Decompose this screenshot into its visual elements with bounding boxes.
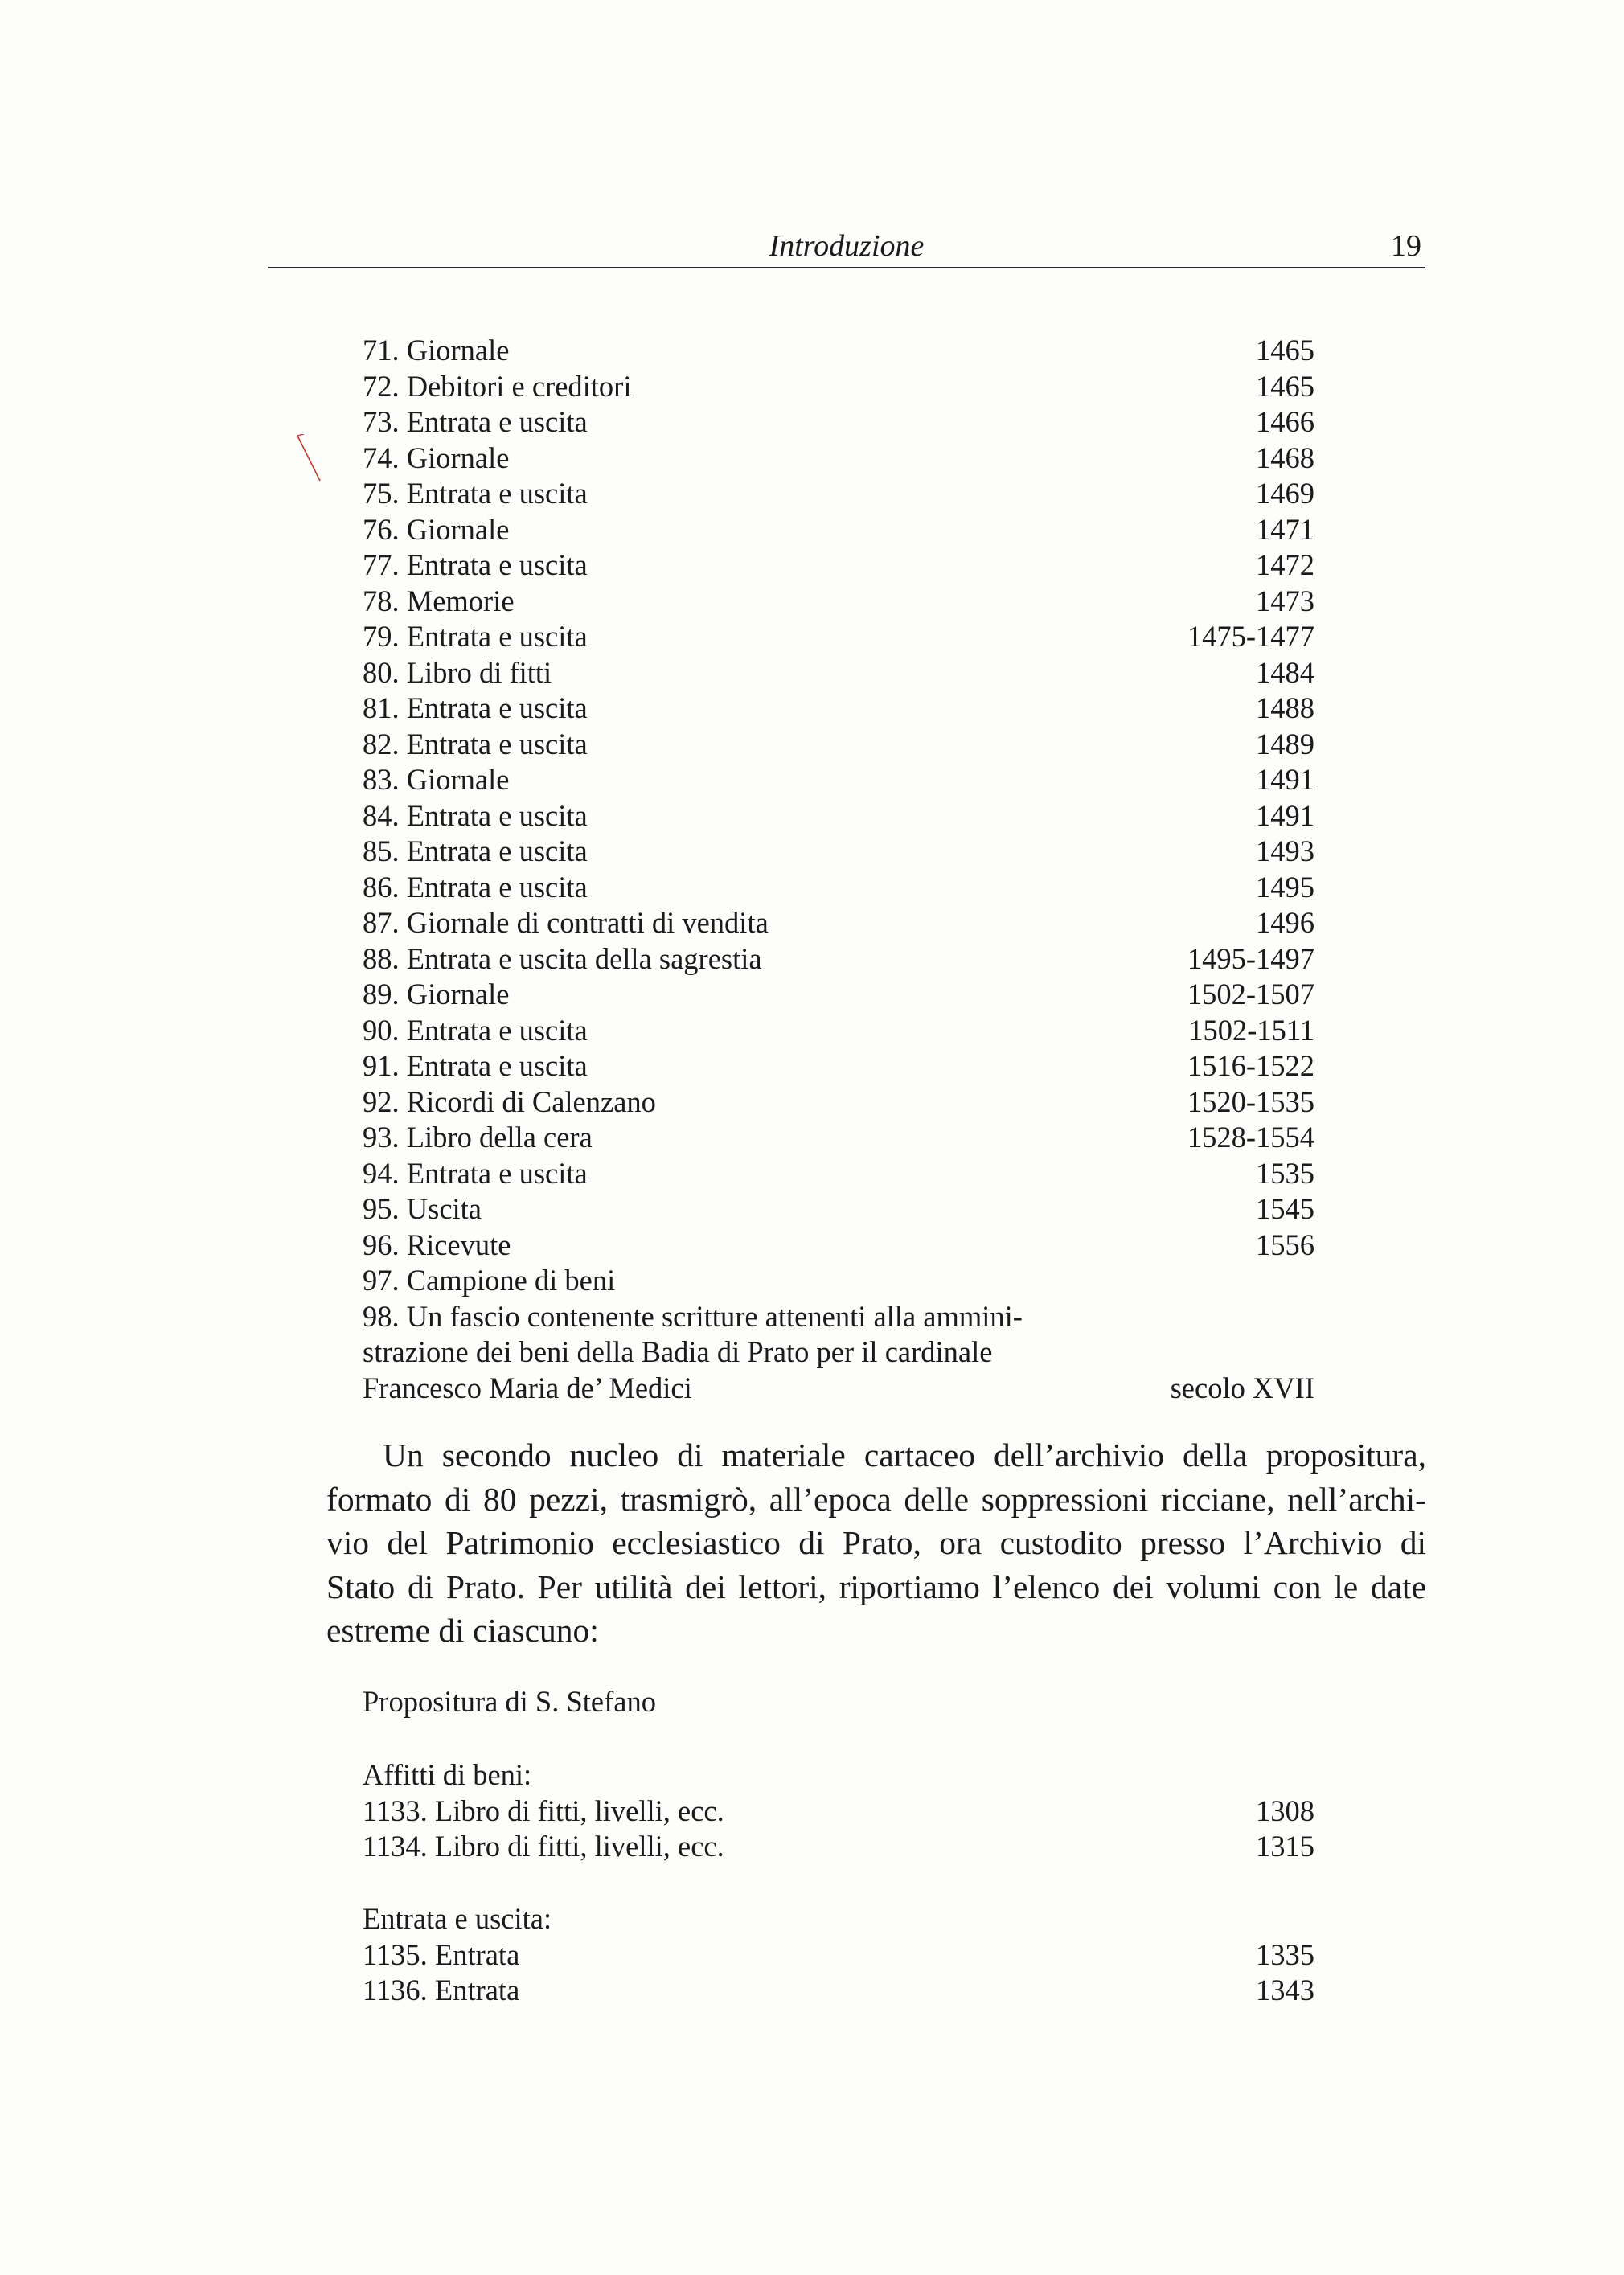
list-item [363, 619, 1314, 655]
item-label: 1133. Libro di fitti, livelli, ecc. [363, 1793, 724, 1827]
list-item [363, 512, 1314, 548]
item-label: 1134. Libro di fitti, livelli, ecc. [363, 1830, 724, 1863]
item-date: 1335 [1256, 1937, 1314, 1971]
list-item [363, 1937, 1314, 1974]
item-date: 1475-1477 [1187, 620, 1314, 653]
list-item [363, 584, 1314, 620]
item-label: strazione dei beni della Badia di Prato per il cardinale [363, 1335, 993, 1368]
list-item [363, 1973, 1314, 2009]
item-label: 96. Ricevute [363, 1228, 511, 1261]
list-item [363, 870, 1314, 906]
item-label: 94. Entrata e uscita [363, 1156, 588, 1190]
item-date: 1495 [1256, 870, 1314, 904]
item-date: 1489 [1256, 727, 1314, 760]
item-label: 78. Memorie [363, 584, 515, 617]
item-label: 74. Giornale [363, 441, 510, 474]
list-item [363, 369, 1314, 405]
item-date: 1502-1511 [1188, 1013, 1314, 1047]
item-date: 1520-1535 [1187, 1084, 1314, 1118]
item-label: 1135. Entrata [363, 1937, 520, 1971]
list-item [363, 941, 1314, 978]
entrata-heading: Entrata e uscita: [363, 1902, 552, 1935]
list-item [363, 727, 1314, 763]
item-date: 1495-1497 [1187, 941, 1314, 975]
list-item [363, 476, 1314, 512]
item-label: 76. Giornale [363, 512, 510, 546]
item-date: 1491 [1256, 763, 1314, 796]
item-label: 77. Entrata e uscita [363, 548, 588, 581]
paragraph-line: Un secondo nucleo di materiale cartaceo dell’archivio della propositura, [383, 1437, 1426, 1474]
item-label: 88. Entrata e uscita della sagrestia [363, 941, 762, 975]
list-item [363, 655, 1314, 691]
paragraph-line: vio del Patrimonio ecclesiastico di Prato, ora custodito presso l’Archivio di [326, 1524, 1426, 1562]
item-date: 1556 [1256, 1228, 1314, 1261]
item-date: 1496 [1256, 906, 1314, 939]
entrata-block [363, 1901, 1314, 2009]
item-label: 92. Ricordi di Calenzano [363, 1084, 656, 1118]
item-date: 1466 [1256, 405, 1314, 438]
list-item [363, 1084, 1314, 1121]
paragraph-line: estreme di ciascuno: [326, 1612, 599, 1650]
item-label: 95. Uscita [363, 1192, 482, 1225]
item-label: 71. Giornale [363, 334, 510, 367]
list-item [363, 1829, 1314, 1865]
list-item [363, 1299, 1314, 1407]
item-date: 1468 [1256, 441, 1314, 474]
list-item [363, 798, 1314, 834]
item-date: 1472 [1256, 548, 1314, 581]
list-item [363, 834, 1314, 870]
list-item [363, 977, 1314, 1013]
item-label: 82. Entrata e uscita [363, 727, 588, 760]
item-label: 86. Entrata e uscita [363, 870, 588, 904]
item-label: 89. Giornale [363, 978, 510, 1010]
section-title: Propositura di S. Stefano [363, 1685, 656, 1718]
affitti-heading: Affitti di beni: [363, 1758, 532, 1791]
item-date: 1535 [1256, 1156, 1314, 1190]
affitti-block [363, 1757, 1314, 1865]
list-item [363, 404, 1314, 441]
running-title: Introduzione [769, 229, 925, 263]
item-label: 90. Entrata e uscita [363, 1013, 588, 1047]
item-date: 1491 [1256, 798, 1314, 832]
list-item [363, 1013, 1314, 1049]
item-date: 1545 [1256, 1192, 1314, 1225]
list-item [363, 333, 1314, 369]
item-date: secolo XVII [1170, 1371, 1314, 1404]
item-date: 1465 [1256, 369, 1314, 403]
running-header [268, 227, 1425, 268]
item-date: 1528-1554 [1187, 1121, 1314, 1154]
item-label: 81. Entrata e uscita [363, 691, 588, 724]
item-label: 75. Entrata e uscita [363, 477, 588, 510]
pen-mark-icon [296, 434, 328, 482]
item-date: 1516-1522 [1187, 1049, 1314, 1082]
list-item [363, 762, 1314, 798]
item-date: 1502-1507 [1187, 978, 1314, 1010]
volume-list [363, 333, 1314, 1406]
list-item [363, 1156, 1314, 1192]
item-label: 91. Entrata e uscita [363, 1049, 588, 1082]
page-number: 19 [1391, 229, 1421, 263]
item-date: 1308 [1256, 1793, 1314, 1827]
item-label: Francesco Maria de’ Medici [363, 1371, 692, 1404]
item-label: 80. Libro di fitti [363, 655, 552, 689]
item-date: 1315 [1256, 1830, 1314, 1863]
item-label: 84. Entrata e uscita [363, 798, 588, 832]
item-date: 1465 [1256, 334, 1314, 367]
item-label: 72. Debitori e creditori [363, 369, 632, 403]
item-label: 79. Entrata e uscita [363, 620, 588, 653]
item-date: 1471 [1256, 512, 1314, 546]
item-date: 1493 [1256, 834, 1314, 867]
list-item [363, 1793, 1314, 1830]
list-item [363, 1191, 1314, 1228]
list-item [363, 905, 1314, 941]
item-label: 1136. Entrata [363, 1974, 520, 2007]
item-date: 1473 [1256, 584, 1314, 617]
item-label: 85. Entrata e uscita [363, 834, 588, 867]
item-date: 1343 [1256, 1974, 1314, 2007]
list-item [363, 691, 1314, 727]
list-item [363, 441, 1314, 477]
paragraph-line: formato di 80 pezzi, trasmigrò, all’epoca delle soppressioni ricciane, nell’archi- [326, 1480, 1426, 1518]
list-item [363, 1263, 1314, 1299]
item-label: 97. Campione di beni [363, 1264, 616, 1297]
list-item [363, 547, 1314, 584]
list-item [363, 1228, 1314, 1264]
item-label: 87. Giornale di contratti di vendita [363, 906, 769, 939]
body-paragraph [270, 1433, 1426, 1653]
item-date: 1488 [1256, 691, 1314, 724]
item-label: 73. Entrata e uscita [363, 405, 588, 438]
list-item [363, 1120, 1314, 1156]
item-label: 93. Libro della cera [363, 1121, 593, 1154]
paragraph-line: Stato di Prato. Per utilità dei lettori, riportiamo l’elenco dei volumi con le date [326, 1568, 1426, 1605]
item-date: 1484 [1256, 655, 1314, 689]
list-item [363, 1048, 1314, 1084]
item-label: 98. Un fascio contenente scritture attenenti alla ammini- [363, 1299, 1023, 1333]
item-label: 83. Giornale [363, 763, 510, 796]
item-date: 1469 [1256, 477, 1314, 510]
